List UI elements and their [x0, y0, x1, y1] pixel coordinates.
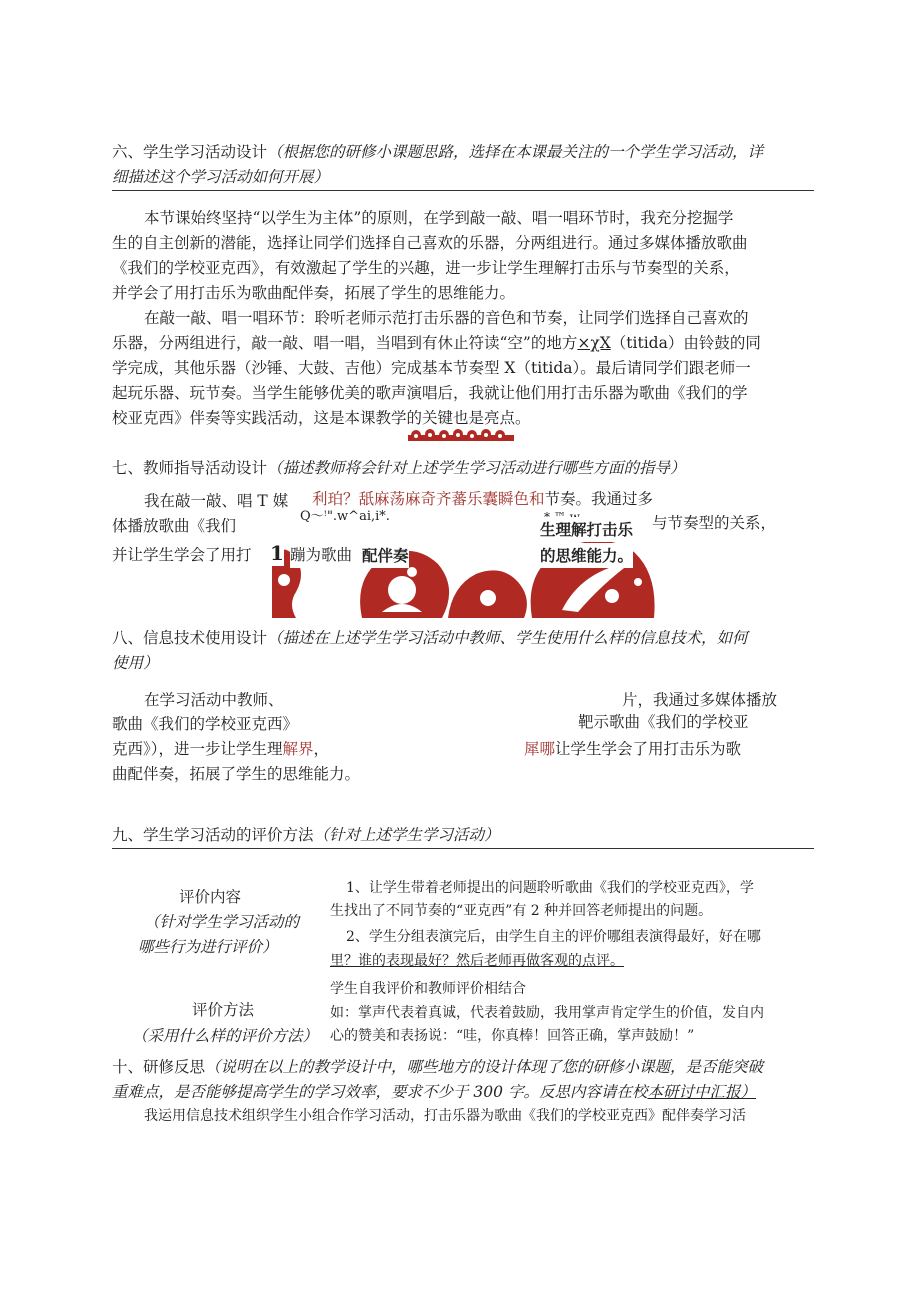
s6-p2-line4: 起玩乐器、玩节奏。当学生能够优美的歌声演唱后，我就让他们用打击乐器为歌曲《我们的学 — [112, 384, 748, 402]
s7-line1-b: 利珀？舐麻荡麻奇齐蕃乐囊 — [312, 490, 499, 508]
s6-p1-line3: 《我们的学校亚克西》，有效激起了学生的兴趣，进一步让学生理解打击乐与节奏型的关系， — [112, 259, 740, 277]
paper-cut-border-ornament — [408, 428, 514, 442]
s10-note-line2-a: 重难点，是否能够提高学生的学习效率，要求不少于 300 字。反思内容请在校 — [112, 1083, 648, 1101]
eval-method-line3: 心的赞美和表扬说：“哇，你真棒！回答正确，掌声鼓励！” — [330, 1028, 695, 1044]
eval-method-line2: 如：掌声代表着真诚，代表着鼓励，我用掌声肯定学生的价值，发自内 — [330, 1005, 764, 1021]
s7-line1-a: 我在敲一敲、唱 T 媒 — [144, 492, 289, 510]
s10-note: （说明在以上的教学设计中，哪些地方的设计体现了您的研修小课题，是否能突破 — [205, 1058, 764, 1076]
s10-heading: 十、研修反思 — [112, 1058, 206, 1076]
rhythm-symbol: ×χX — [577, 334, 611, 352]
s8-line3 — [112, 737, 329, 762]
eval-content-item2-line1: 2、学生分组表演完后，由学生自主的评价哪组表演得最好，好在哪 — [346, 929, 761, 945]
eval-content-item1-line1: 1、让学生带着老师提出的问题聆听歌曲《我们的学校亚克西》，学 — [346, 880, 754, 896]
s6-p2-line1: 在敲一敲、唱一唱环节：聆听老师示范打击乐器的音色和节奏，让同学们选择自己喜欢的 — [144, 309, 749, 327]
s8-line3-right — [524, 737, 741, 762]
s6-heading: 六、学生学习活动设计 — [112, 143, 268, 161]
s7-line2-e: 与节奏型的关系， — [652, 514, 777, 532]
s7-line2-a: 体播放歌曲《我们 — [112, 517, 237, 535]
s7-line1-d: 和 — [529, 490, 545, 508]
s8-line2-a: 歌曲《我们的学校亚克西》 — [112, 715, 299, 733]
s8-line2-b: 靶示歌曲《我们的学校亚 — [578, 713, 749, 731]
s8-line3-c: ， — [313, 740, 330, 758]
s8-line3-d: 犀哪 — [524, 740, 556, 758]
eval-content-note-line2: 哪些行为进行评价） — [138, 938, 278, 956]
s6-note: （根据您的研修小课题思路，选择在本课最关注的一个学生学习活动，详 — [267, 143, 764, 161]
s6-p2-line2 — [112, 331, 761, 356]
s8-note: （描述在上述学生学习活动中教师、学生使用什么样的信息技术，如何 — [267, 629, 748, 647]
s8-heading-line1 — [112, 626, 748, 651]
s6-p1-line1: 本节课始终坚持“以学生为主体”的原则，在学到敲一敲、唱一唱环节时，我充分挖掘学 — [144, 209, 734, 227]
s7-line3-a: 并让学生学会了用打 — [112, 546, 252, 564]
s8-line1-a: 在学习活动中教师、 — [144, 691, 284, 709]
eval-method-line1: 学生自我评价和教师评价相结合 — [330, 981, 526, 997]
s6-heading-line1 — [112, 140, 763, 165]
s6-note-line2: 细描述这个学习活动如何开展） — [112, 168, 330, 186]
s7-heading: 七、教师指导活动设计 — [112, 459, 268, 477]
s7-line3-c: 蹦为歌曲 — [290, 543, 352, 568]
s8-line3-a: 克西》），进一步让学生理 — [112, 740, 283, 758]
s7-line1 — [144, 489, 288, 514]
s7-line1-e: 节奏。我通过多 — [544, 490, 654, 508]
s6-p2-line2-end: （titida）由铃鼓的同 — [610, 334, 761, 352]
s6-p1-line4: 并学会了用打击乐为歌曲配伴奏，拓展了学生的思维能力。 — [112, 284, 516, 302]
eval-content-item1-line2: 生找出了不同节奏的“亚克西”有 2 种并回答老师提出的问题。 — [330, 903, 713, 919]
eval-content-label: 评价内容 — [179, 888, 242, 906]
eval-content-note-line1: （针对学生学习活动的 — [144, 913, 300, 931]
s10-note-line2 — [112, 1080, 756, 1105]
s9-heading: 九、学生学习活动的评价方法 — [112, 826, 314, 844]
s9-note: （针对上述学生学习活动） — [313, 826, 500, 844]
s6-p2-line3: 学完成，其他乐器（沙锤、大鼓、吉他）完成基本节奏型 X（titida）。最后请同学们跟老师一 — [112, 359, 751, 377]
s8-line3-e: 让学生学会了用打击乐为歌 — [555, 740, 742, 758]
eval-method-label: 评价方法 — [192, 1001, 255, 1019]
s8-heading: 八、信息技术使用设计 — [112, 629, 268, 647]
s6-p2-line2-text: 乐器，分两组进行，敲一敲、唱一唱，当唱到有休止符读“空”的地方 — [112, 334, 578, 352]
s7-line2-d: 生理解打击乐 — [540, 517, 633, 542]
s10-body-line1: 我运用信息技术组织学生小组合作学习活动，打击乐器为歌曲《我们的学校亚克西》配伴奏学习活 — [144, 1108, 746, 1124]
s7-line3-e: 的思维能力。 — [540, 543, 633, 568]
s6-p2-line5: 校亚克西》伴奏等实践活动，这是本课教学的关键也是亮点。 — [112, 409, 531, 427]
s8-line1-b: 片，我通过多媒体播放 — [622, 691, 778, 709]
s9-heading-line — [112, 823, 500, 848]
s7-line3-b: 1 — [270, 541, 284, 565]
s6-divider — [112, 190, 814, 191]
s6-p1-line2: 生的自主创新的潜能，选择让同学们选择自己喜欢的乐器，分两组进行。通过多媒体播放歌曲 — [112, 234, 748, 252]
s8-note-line2: 使用） — [112, 654, 159, 672]
s8-line4: 曲配伴奏，拓展了学生的思维能力。 — [112, 765, 361, 783]
s7-line3-d: 配伴奏 — [362, 543, 409, 568]
s7-line2-b: Q～ꜝ".w^ai,i*. — [300, 509, 390, 524]
s7-line1-c: 瞬色 — [498, 490, 530, 508]
eval-method-note: （采用什么样的评价方法） — [132, 1027, 319, 1045]
s7-note: （描述教师将会针对上述学生学习活动进行哪些方面的指导） — [267, 459, 686, 477]
s8-line3-b: 解界 — [282, 740, 314, 758]
s9-divider — [112, 848, 814, 849]
eval-content-item2-line2: 里？谁的表现最好？然后老师再做客观的点评。 — [330, 953, 624, 969]
s7-heading-line — [112, 456, 686, 481]
s10-note-line2-b: 本研讨中汇报） — [647, 1083, 756, 1101]
s10-heading-line1 — [112, 1055, 763, 1080]
